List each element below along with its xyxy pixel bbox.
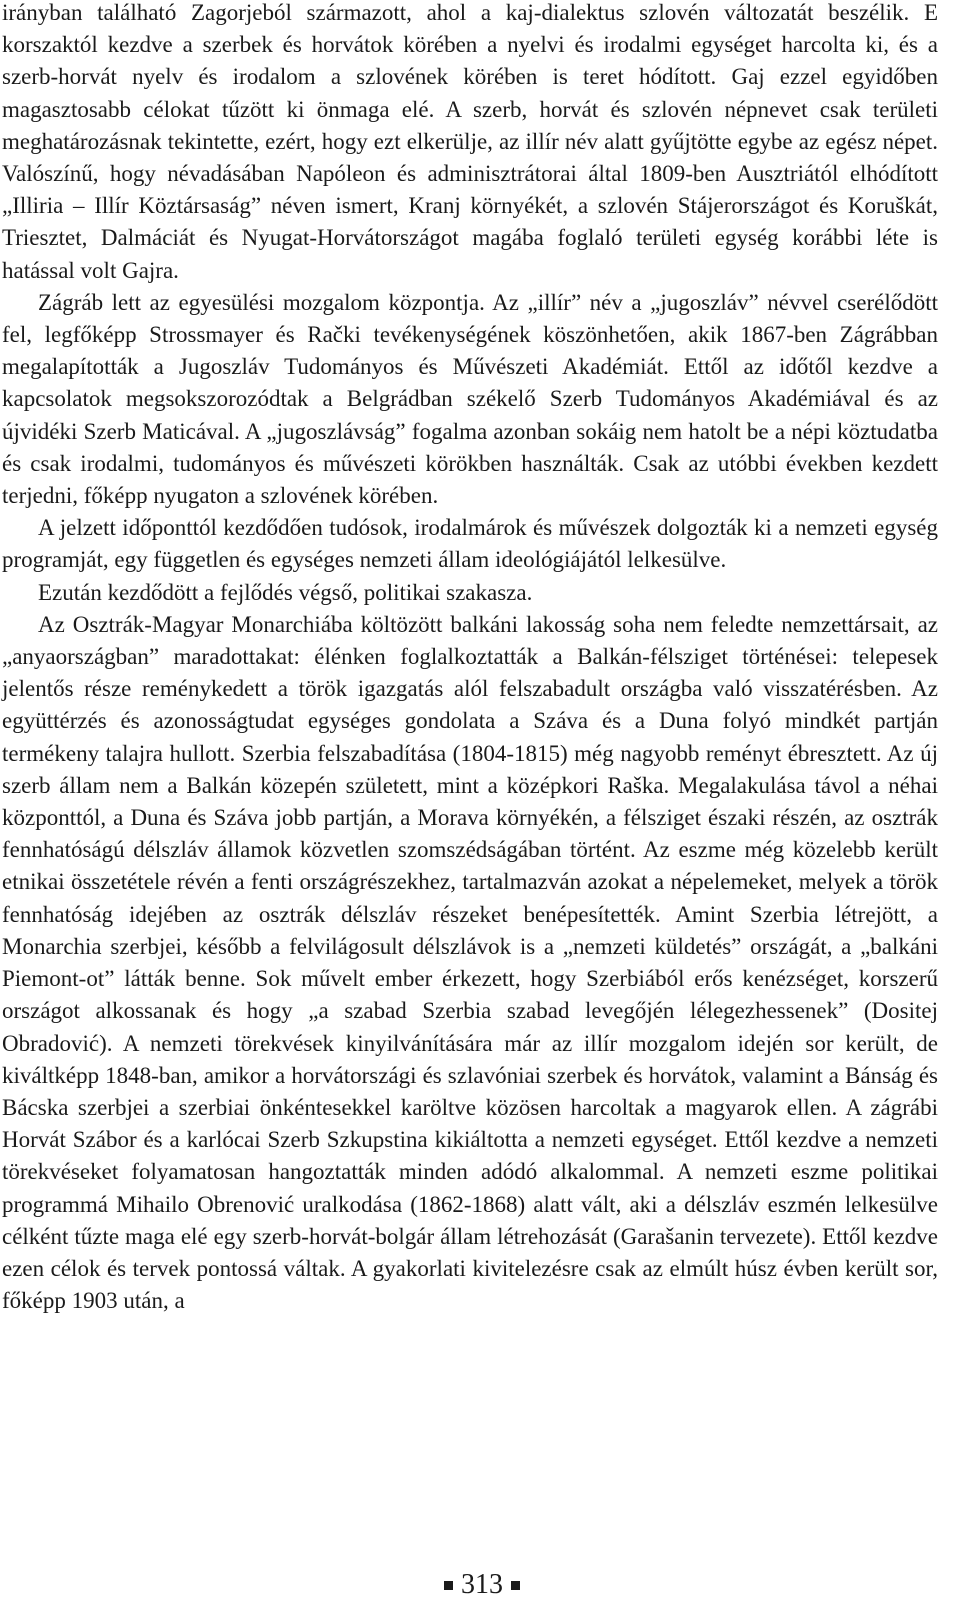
left-square-ornament-icon (444, 1581, 453, 1590)
right-square-ornament-icon (511, 1581, 520, 1590)
paragraph-2: Zágráb lett az egyesülési mozgalom központja. Az „illír” név a „jugoszláv” névvel cserélődött fel, legfőképp Strossmayer és Rački tevékenységének köszönhetően, akik 1867-ben Zágrábban megalapították a Jugoszláv Tudományos és Művészeti Akadémiát. Ettől az időtől kezdve a kapcsolatok megsokszorozódtak a Belgrádban székelő Szerb Tudományos Akadémiával és az újvidéki Szerb Maticával. A „jugoszlávság” fogalma azonban sokáig nem hatolt be a népi köztudatba és csak irodalmi, tudományos és művészeti körökben használták. Csak az utóbbi években kezdett terjedni, főképp nyugaton a szlovének körében. (2, 289, 938, 509)
paragraph-5: Az Osztrák-Magyar Monarchiába költözött balkáni lakosság soha nem feledte nemzettársait, az „anyaországban” maradottakat: élénken foglalkoztatták a Balkán-félsziget történései: telepesek jelentős része reménykedett a török igazgatás alól felszabadult országba való visszatérésben. Az együttérzés és azonosságtudat egységes gondolata a Száva és a Duna folyó mindkét partján termékeny talajra hullott. Szerbia felszabadítása (1804-1815) még nagyobb reményt ébresztett. Az új szerb állam nem a Balkán közepén született, mint a középkori Raška. Megalakulása távol a néhai központtól, a Duna és Száva jobb partján, a Morava környékén, a félsziget északi részén, az osztrák fennhatóságú délszláv államok közvetlen szomszédságában történt. Az eszme még közelebb került etnikai összetétele révén a fenti országrészekhez, tartalmazván azokat a népelemeket, melyek a török fennhatóság idejében az osztrák délszláv részeket benépesítették. Amint Szerbia létrejött, a Monarchia szerbjei, később a felvilágosult délszlávok is a „nemzeti küldetés” országát, a „balkáni Piemont-ot” látták benne. Sok művelt ember érkezett, hogy Szerbiából erős kenézséget, korszerű országot alkossanak és hogy „a szabad Szerbia szabad levegőjén lélegezhessenek” (Dositej Obradović). A nemzeti törekvések kinyilvánítására már az illír mozgalom idején sor került, de kiváltképp 1848-ban, amikor a horvátországi és szlavóniai szerbek és horvátok, valamint a Bánság és Bácska szerbjei a szerbiai önkéntesekkel karöltve közösen harcoltak a magyarok ellen. A zágrábi Horvát Szábor és a karlócai Szerb Szkupstina kikiáltotta a nemzeti egységet. Ettől kezdve a nemzeti törekvéseket folyamatosan hangoztatták minden adódó alkalommal. A nemzeti eszme politikai programmá Mihailo Obrenović uralkodása (1862-1868) alatt vált, aki a délszláv eszmén lelkesülve célként tűzte maga elé egy szerb-horvát-bolgár állam létrehozását (Garašanin tervezete). Ettől kezdve ezen célok és tervek pontossá váltak. A gyakorlati kivitelezésre csak az elmúlt húsz évben került sor, főképp 1903 után, a (2, 611, 938, 1314)
paragraph-3: A jelzett időponttól kezdődően tudósok, irodalmárok és művészek dolgozták ki a nemzeti egység programját, egy független és egységes nemzeti állam ideológiájától lelkesülve. (2, 515, 938, 573)
page-footer (0, 1569, 960, 1601)
paragraph-4: Ezután kezdődött a fejlődés végső, politikai szakasza. (38, 579, 533, 605)
page-number: 313 (461, 1568, 503, 1600)
paragraph-1: irányban található Zagorjeból származott, ahol a kaj-dialektus szlovén változatát beszélik. E korszaktól kezdve a szerbek és horvátok körében a nyelvi és irodalmi egységet harcolta ki, és a szerb-horvát nyelv és irodalom a szlovének körében is teret hódított. Gaj ezzel egyidőben magasztosabb célokat tűzött ki önmaga elé. A szerb, horvát és szlovén népnevet csak területi meghatározásnak tekintette, ezért, hogy ezt elkerülje, az illír név alatt gyűjtötte egybe az egész népet. Valószínű, hogy névadásában Napóleon és adminisztrátorai által 1809-ben Ausztriától elhódított „Illiria – Illír Köztársaság” néven ismert, Kranj környékét, a szlovén Stájerországot és Koruškát, Triesztet, Dalmáciát és Nyugat-Horvátországot magába foglaló területi egység korábbi léte is hatással volt Gajra. (2, 0, 938, 283)
body-text (2, 0, 938, 1317)
